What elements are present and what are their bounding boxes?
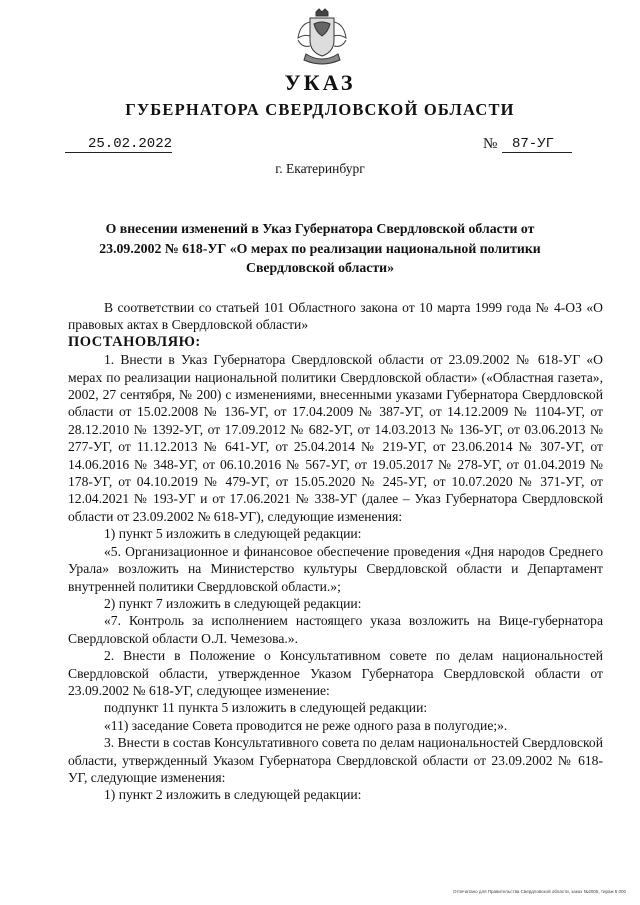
number-underline: [502, 152, 572, 153]
issuer-title: ГУБЕРНАТОРА СВЕРДЛОВСКОЙ ОБЛАСТИ: [125, 100, 515, 119]
decree-body: [68, 299, 603, 804]
paragraph-2-item-1-quote: «11) заседание Совета проводится не реже одного раза в полугодие;».: [104, 717, 508, 733]
decree-date: 25.02.2022: [88, 136, 173, 152]
paragraph-1-item-1-quote: «5. Организационное и финансовое обеспечение проведения «Дня народов Среднего Урала» возложить на Министерство культуры Свердловской области и Департамент внутренней политики Свердловской области.»;: [68, 543, 603, 594]
date-underline: [65, 152, 172, 153]
document-type-title: УКАЗ: [284, 70, 356, 95]
paragraph-1-item-2-quote: «7. Контроль за исполнением настоящего указа возложить на Вице-губернатора Свердловской области О.Л. Чемезова.».: [68, 613, 603, 646]
paragraph-3: 3. Внести в состав Консультативного совета по делам национальностей Свердловской области, утвержденный Указом Губернатора Свердловской области от 23.09.2002 № 618-УГ, следующие изменения:: [68, 735, 603, 785]
intro-paragraph: В соответствии со статьей 101 Областного закона от 10 марта 1999 года № 4-ОЗ «О правовых актах в Свердловской области»: [68, 300, 603, 333]
paragraph-1: 1. Внести в Указ Губернатора Свердловской области от 23.09.2002 № 618-УГ «О мерах по реализации национальной политики Свердловской области» («Областная газета», 2002, 27 сентября, № 200) с изменениями, внесенными указами Губернатора Свердловской области от 15.02.2008 № 136-УГ, от 17.04.2009 № 387-УГ, от 14.12.2009 № 1104-УГ, от 28.12.2010 № 1392-УГ, от 17.09.2012 № 682-УГ, от 14.03.2013 № 136-УГ, от 03.06.2013 № 277-УГ, от 11.12.2013 № 641-УГ, от 25.04.2014 № 219-УГ, от 23.06.2014 № 307-УГ, от 14.06.2016 № 348-УГ, от 06.10.2016 № 567-УГ, от 19.05.2017 № 278-УГ, от 01.04.2019 № 178-УГ, от 04.10.2019 № 479-УГ, от 15.05.2020 № 245-УГ, от 10.07.2020 № 371-УГ, от 12.04.2021 № 193-УГ и от 17.06.2021 № 338-УГ (далее – Указ Губернатора Свердловской области от 23.09.2002 № 618-УГ), следующие изменения:: [68, 352, 603, 524]
coat-of-arms-icon: [296, 8, 348, 68]
paragraph-3-item-1: 1) пункт 2 изложить в следующей редакции:: [104, 787, 362, 803]
number-label: №: [483, 136, 498, 152]
paragraph-2: 2. Внести в Положение о Консультативном совете по делам национальностей Свердловской области, утвержденное Указом Губернатора Свердловской области от 23.09.2002 № 618-УГ, следующее изменение:: [68, 648, 603, 698]
paragraph-1-item-1: 1) пункт 5 изложить в следующей редакции:: [104, 526, 362, 542]
issue-city: г. Екатеринбург: [275, 161, 365, 176]
decree-keyword: ПОСТАНОВЛЯЮ:: [68, 333, 201, 350]
decree-number: 87-УГ: [512, 136, 555, 152]
decree-subject: О внесении изменений в Указ Губернатора Свердловской области от 23.09.2002 № 618-УГ «О мерах по реализации национальной политики Свердловской области»: [99, 221, 541, 275]
paragraph-1-item-2: 2) пункт 7 изложить в следующей редакции:: [104, 595, 362, 611]
print-footnote: Отпечатано для Правительства Свердловской области, заказ №2005, тираж 6 000: [452, 889, 626, 894]
paragraph-2-item-1: подпункт 11 пункта 5 изложить в следующей редакции:: [104, 700, 428, 716]
